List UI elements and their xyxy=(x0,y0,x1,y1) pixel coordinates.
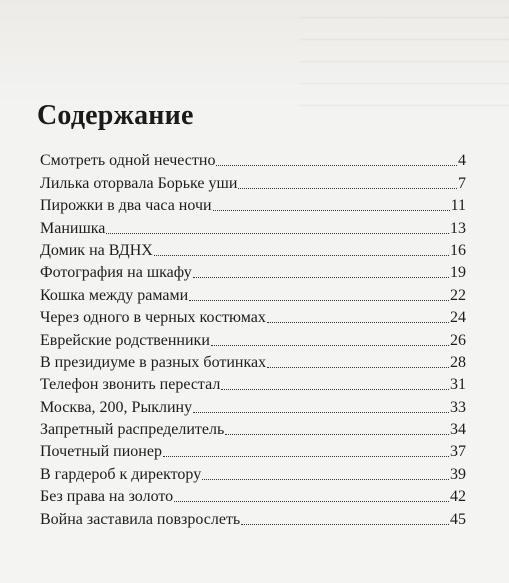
toc-entry xyxy=(40,148,466,170)
toc-page-number: 26 xyxy=(450,331,466,349)
toc-entry-title: Без права на золото xyxy=(40,488,174,506)
dot-leader xyxy=(225,434,449,435)
toc-page-number: 19 xyxy=(450,264,466,282)
toc-page-number: 39 xyxy=(450,465,466,483)
toc-entry xyxy=(40,350,466,372)
toc-entry-title: Пирожки в два часа ночи xyxy=(40,197,212,215)
toc-entry xyxy=(40,506,466,528)
toc-entry-title: Домик на ВДНХ xyxy=(40,241,153,259)
toc-entry-title: Москва, 200, Рыклину xyxy=(40,398,193,416)
toc-page-number: 4 xyxy=(458,152,466,170)
toc-page-number: 16 xyxy=(450,241,466,259)
dot-leader xyxy=(174,501,449,502)
toc-entry xyxy=(40,282,466,304)
toc-entry-title: Телефон звонить перестал xyxy=(40,376,221,394)
toc-entry-title: Фотография на шкафу xyxy=(40,264,192,282)
toc-page-number: 7 xyxy=(458,174,466,192)
toc-entry xyxy=(40,372,466,394)
toc-entry xyxy=(40,327,466,349)
dot-leader xyxy=(163,456,449,457)
toc-page-number: 11 xyxy=(450,197,466,215)
dot-leader xyxy=(189,300,449,301)
bleed-through-text xyxy=(300,0,509,110)
dot-leader xyxy=(241,524,449,525)
toc-entry xyxy=(40,461,466,483)
dot-leader xyxy=(238,188,457,189)
toc-entry-title: Через одного в черных костюмах xyxy=(40,309,266,327)
toc-entry xyxy=(40,439,466,461)
page-title: Содержание xyxy=(37,100,194,131)
table-of-contents xyxy=(40,148,466,529)
toc-page-number: 28 xyxy=(450,353,466,371)
toc-entry xyxy=(40,193,466,215)
toc-entry-title: Еврейские родственники xyxy=(40,331,210,349)
toc-entry xyxy=(40,215,466,237)
dot-leader xyxy=(193,412,449,413)
toc-page-number: 45 xyxy=(450,510,466,528)
toc-entry xyxy=(40,417,466,439)
toc-entry xyxy=(40,305,466,327)
toc-entry-title: Война заставила повзрослеть xyxy=(40,510,241,528)
dot-leader xyxy=(267,322,449,323)
toc-page-number: 31 xyxy=(450,376,466,394)
dot-leader xyxy=(154,255,449,256)
dot-leader xyxy=(106,233,449,234)
toc-entry-title: Манишка xyxy=(40,219,106,237)
toc-page-number: 42 xyxy=(450,488,466,506)
dot-leader xyxy=(213,210,450,211)
toc-entry xyxy=(40,394,466,416)
toc-page-number: 13 xyxy=(450,219,466,237)
toc-entry-title: Лилька оторвала Борьке уши xyxy=(40,174,238,192)
toc-entry-title: Запретный распределитель xyxy=(40,421,225,439)
toc-page-number: 34 xyxy=(450,421,466,439)
dot-leader xyxy=(221,389,449,390)
toc-page-number: 33 xyxy=(450,398,466,416)
toc-entry-title: Смотреть одной нечестно xyxy=(40,152,216,170)
toc-entry-title: В гардероб к директору xyxy=(40,465,202,483)
dot-leader xyxy=(202,479,449,480)
toc-entry-title: Кошка между рамами xyxy=(40,286,189,304)
toc-page-number: 37 xyxy=(450,443,466,461)
dot-leader xyxy=(216,165,457,166)
toc-entry xyxy=(40,238,466,260)
toc-entry-title: В президиуме в разных ботинках xyxy=(40,353,267,371)
dot-leader xyxy=(211,345,449,346)
toc-entry xyxy=(40,260,466,282)
dot-leader xyxy=(267,367,449,368)
toc-entry-title: Почетный пионер xyxy=(40,443,162,461)
toc-entry xyxy=(40,170,466,192)
toc-entry xyxy=(40,484,466,506)
toc-page-number: 24 xyxy=(450,309,466,327)
toc-page-number: 22 xyxy=(450,286,466,304)
dot-leader xyxy=(193,277,449,278)
